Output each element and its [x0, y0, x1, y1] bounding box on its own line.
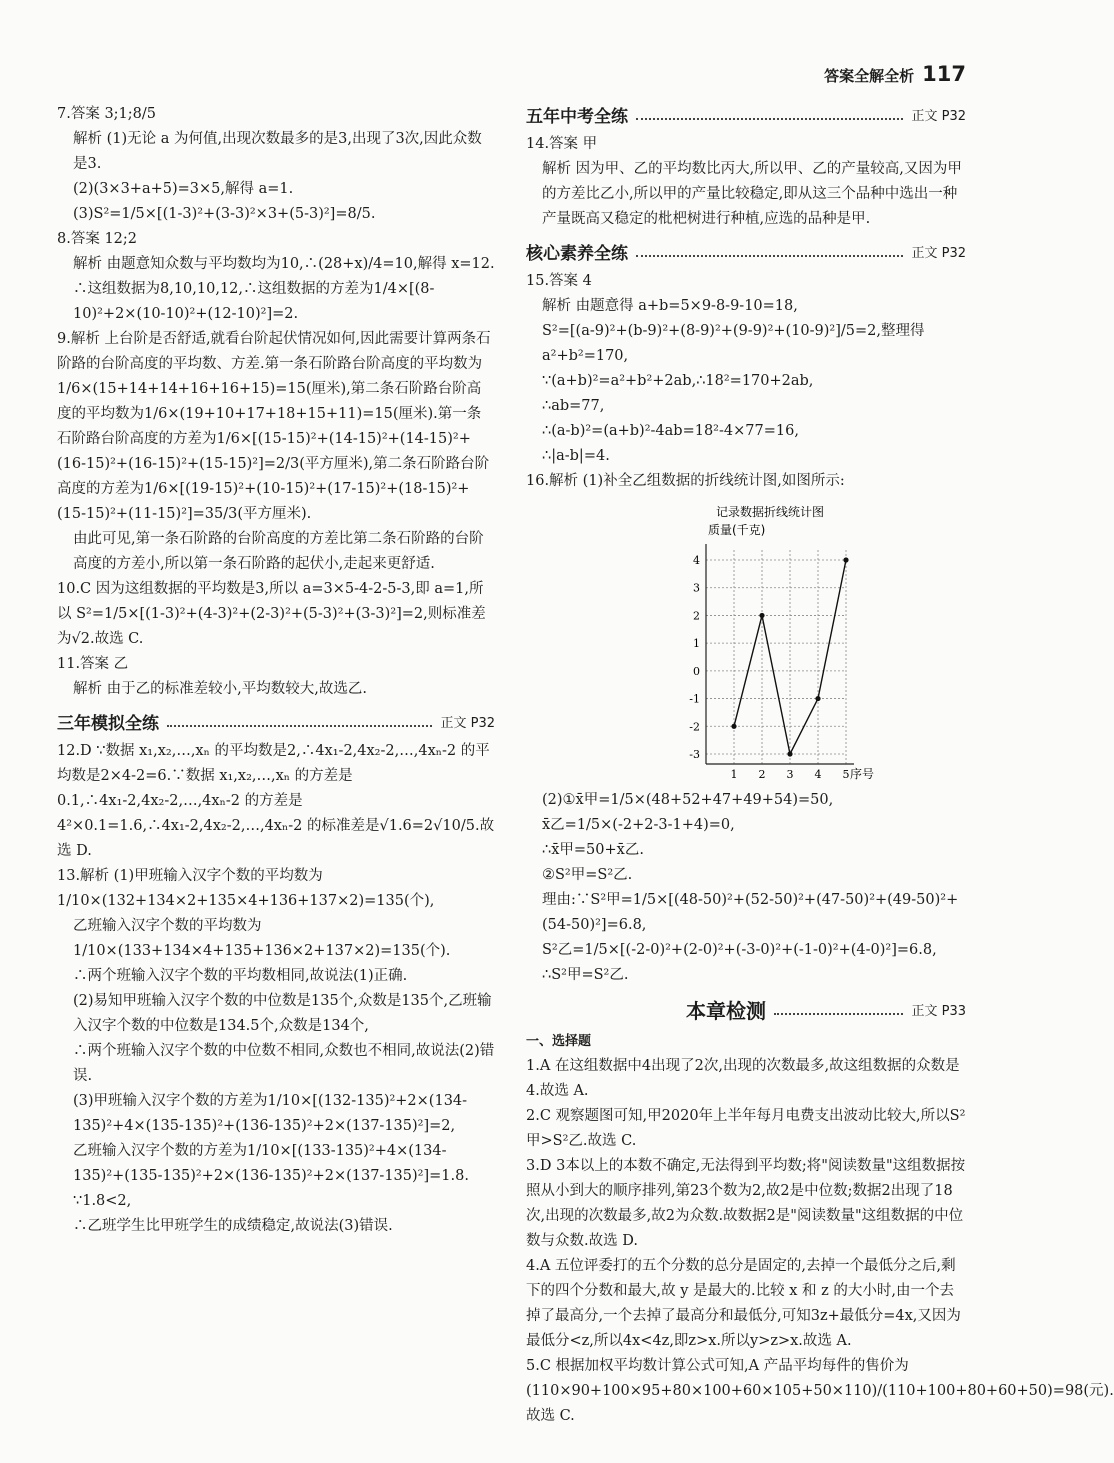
q13-line: ∵1.8<2,	[73, 1193, 132, 1209]
data-point	[759, 613, 764, 618]
q13-line: ∴两个班输入汉字个数的中位数不相同,众数也不相同,故说法(2)错误.	[73, 1043, 495, 1084]
q9-conclusion: 由此可见,第一条石阶路的台阶高度的方差比第二条石阶路的台阶高度的方差小,所以第一条石阶路的起伏小,走起来更舒适.	[73, 531, 484, 572]
section-core-literacy	[526, 239, 966, 264]
q15-answer: 15.答案 4	[526, 273, 592, 289]
y-tick-label: 2	[693, 609, 700, 623]
q13-line: ∴两个班输入汉字个数的平均数相同,故说法(1)正确.	[73, 968, 408, 984]
q11-answer: 11.答案 乙	[57, 656, 129, 672]
section-three-year	[57, 709, 495, 734]
section-leader	[636, 110, 903, 120]
ct-q5: 5.C 根据加权平均数计算公式可知,A 产品平均每件的售价为(110×90+100×95+80×100+60×105+50×110)/(110+100+80+60+50)=98(元).故选 C.	[526, 1358, 1114, 1424]
section-title: 本章检测	[686, 999, 766, 1023]
y-tick-label: 0	[693, 664, 700, 678]
q9-analysis: 9.解析 上台阶是否舒适,就看台阶起伏情况如何,因此需要计算两条石阶路的台阶高度的平均数、方差.第一条石阶路台阶高度的平均数为1/6×(15+14+14+16+16+15)=15(厘米),第二条石阶路台阶高度的平均数为1/6×(19+10+17+18+15+11)=15(厘米).第一条石阶路台阶高度的方差为1/6×[(15-15)²+(14-15)²+(14-15)²+(16-15)²+(16-15)²+(15-15)²]=2/3(平方厘米),第二条石阶路台阶高度的方差为1/6×[(19-15)²+(10-15)²+(17-15)²+(18-15)²+(15-15)²+(11-15)²]=35/3(平方厘米).	[57, 331, 491, 522]
section-ref: 正文 P32	[440, 716, 495, 731]
section-leader	[167, 717, 432, 727]
q15-line: S²=[(a-9)²+(b-9)²+(8-9)²+(9-9)²+(10-9)²]/5=2,整理得 a²+b²=170,	[542, 323, 925, 364]
x-tick-label: 3	[786, 768, 794, 781]
y-tick-label: -3	[689, 748, 700, 761]
data-point	[731, 724, 736, 729]
q15-line: ∴|a-b|=4.	[542, 448, 610, 464]
header-title: 答案全解全析	[824, 67, 915, 85]
q13-line: (3)甲班输入汉字个数的方差为1/10×[(132-135)²+2×(134-135)²+4×(135-135)²+(136-135)²+2×(137-135)²]=2,	[73, 1093, 468, 1134]
y-tick-label: -2	[689, 720, 700, 734]
data-point	[787, 751, 792, 756]
q13-line: 乙班输入汉字个数的方差为1/10×[(133-135)²+4×(134-135)²+(135-135)²+2×(136-135)²+2×(137-135)²]=1.8.	[73, 1143, 469, 1184]
q16-line: ∴x̄甲=50+x̄乙.	[542, 842, 644, 858]
q7-analysis: 解析 (1)无论 a 为何值,出现次数最多的是3,出现了3次,因此众数是3.	[73, 131, 482, 172]
data-point	[815, 696, 820, 701]
left-column	[57, 102, 495, 1239]
section-ref: 正文 P32	[911, 246, 966, 261]
ct-q4: 4.A 五位评委打的五个分数的总分是固定的,去掉一个最低分之后,剩下的四个分数和最大,故 y 是最大的.比较 x 和 z 的大小时,由一个去掉了最高分,一个去掉了最高分和最低分,可知3z+最低分=4x,又因为最低分<z,所以4x<4z,即z>x.所以y>z>x.故选 A.	[526, 1258, 961, 1349]
x-tick-label: 2	[758, 768, 766, 781]
q15-line: ∵(a+b)²=a²+b²+2ab,∴18²=170+2ab,	[542, 373, 814, 389]
ct-q3: 3.D 3本以上的本数不确定,无法得到平均数;将"阅读数量"这组数据按照从小到大的顺序排列,第23个数为2,故2是中位数;数据2出现了18次,出现的次数最多,故2为众数.故数据2是"阅读数量"这组数据的中位数与众数.故选 D.	[526, 1158, 966, 1249]
page-header	[824, 62, 966, 86]
x-tick-label: 4	[814, 768, 822, 781]
q15-line: 解析 由题意得 a+b=5×9-8-9-10=18,	[542, 298, 798, 314]
right-column	[526, 102, 1114, 1429]
q7-step3: (3)S²=1/5×[(1-3)²+(3-3)²×3+(5-3)²]=8/5.	[73, 206, 376, 222]
page-number: 117	[922, 62, 966, 86]
q13-line: 乙班输入汉字个数的平均数为1/10×(133+134×4+135+136×2+137×2)=135(个).	[73, 918, 451, 959]
section-chapter-test	[686, 995, 966, 1024]
line-chart	[666, 502, 875, 782]
y-tick-label: 4	[693, 554, 700, 567]
q14-answer: 14.答案 甲	[526, 136, 598, 152]
q16-line: (2)①x̄甲=1/5×(48+52+47+49+54)=50,	[542, 792, 834, 808]
y-tick-label: -1	[689, 692, 700, 706]
q16-analysis: 16.解析 (1)补全乙组数据的折线统计图,如图所示:	[526, 473, 845, 489]
section-title: 三年模拟全练	[57, 714, 159, 734]
ct-q2: 2.C 观察题图可知,甲2020年上半年每月电费支出波动比较大,所以S²甲>S²乙.故选 C.	[526, 1108, 966, 1149]
q11-analysis: 解析 由于乙的标准差较小,平均数较大,故选乙.	[73, 681, 367, 697]
q13-line: ∴乙班学生比甲班学生的成绩稳定,故说法(3)错误.	[73, 1218, 393, 1234]
q13-line: (2)易知甲班输入汉字个数的中位数是135个,众数是135个,乙班输入汉字个数的中位数是134.5个,众数是134个,	[73, 993, 492, 1034]
y-tick-label: 1	[693, 637, 700, 651]
y-axis-label: 质量(千克)	[708, 523, 766, 537]
q8-answer: 8.答案 12;2	[57, 231, 138, 247]
section-ref: 正文 P32	[911, 109, 966, 124]
choice-heading: 一、选择题	[526, 1034, 592, 1049]
section-ref: 正文 P33	[911, 1004, 966, 1019]
q7-step2: (2)(3×3+a+5)=3×5,解得 a=1.	[73, 181, 294, 197]
section-title: 核心素养全练	[526, 244, 628, 264]
q7-answer: 7.答案 3;1;8/5	[57, 106, 157, 122]
q16-line: x̄乙=1/5×(-2+2-3-1+4)=0,	[542, 817, 735, 833]
line-chart-svg	[666, 502, 875, 782]
ct-q1: 1.A 在这组数据中4出现了2次,出现的次数最多,故这组数据的众数是4.故选 A.	[526, 1058, 960, 1099]
section-title: 五年中考全练	[526, 107, 628, 127]
y-tick-label: 3	[693, 581, 700, 595]
x-axis-label: 序号	[850, 767, 875, 781]
q14-analysis: 解析 因为甲、乙的平均数比丙大,所以甲、乙的产量较高,又因为甲的方差比乙小,所以甲的产量比较稳定,即从这三个品种中选出一种产量既高又稳定的枇杷树进行种植,应选的品种是甲.	[542, 161, 962, 227]
x-tick-label: 1	[730, 768, 738, 781]
q8-analysis: 解析 由题意知众数与平均数均为10,∴(28+x)/4=10,解得 x=12.	[73, 256, 495, 272]
q12-answer: 12.D ∵数据 x₁,x₂,…,xₙ 的平均数是2,∴4x₁-2,4x₂-2,…,4xₙ-2 的平均数是2×4-2=6.∵数据 x₁,x₂,…,xₙ 的方差是0.1,∴4x₁-2,4x₂-2,…,4xₙ-2 的方差是4²×0.1=1.6,∴4x₁-2,4x₂-2,…,4xₙ-2 的标准差是√1.6=2√10/5.故选 D.	[57, 743, 495, 859]
series-line	[734, 560, 846, 754]
q8-variance: ∴这组数据为8,10,10,12,∴这组数据的方差为1/4×[(8-10)²+2×(10-10)²+(12-10)²]=2.	[73, 281, 435, 322]
x-tick-label: 5	[842, 768, 850, 781]
q15-line: ∴ab=77,	[542, 398, 605, 414]
section-five-year	[526, 102, 966, 127]
q10-answer: 10.C 因为这组数据的平均数是3,所以 a=3×5-4-2-5-3,即 a=1,所以 S²=1/5×[(1-3)²+(4-3)²+(2-3)²+(5-3)²+(3-3)²]=2,则标准差为√2.故选 C.	[57, 581, 486, 647]
section-leader	[636, 247, 903, 257]
q16-line: S²乙=1/5×[(-2-0)²+(2-0)²+(-3-0)²+(-1-0)²+(4-0)²]=6.8,	[542, 942, 937, 958]
q15-line: ∴(a-b)²=(a+b)²-4ab=18²-4×77=16,	[542, 423, 799, 439]
q16-line: 理由:∵S²甲=1/5×[(48-50)²+(52-50)²+(47-50)²+(49-50)²+(54-50)²]=6.8,	[542, 892, 959, 933]
chart-title: 记录数据折线统计图	[716, 505, 825, 519]
section-leader	[774, 1005, 903, 1015]
q16-line: ②S²甲=S²乙.	[542, 867, 633, 883]
q13-analysis: 13.解析 (1)甲班输入汉字个数的平均数为1/10×(132+134×2+135×4+136+137×2)=135(个),	[57, 868, 435, 909]
data-point	[843, 557, 848, 562]
q16-line: ∴S²甲=S²乙.	[542, 967, 629, 983]
